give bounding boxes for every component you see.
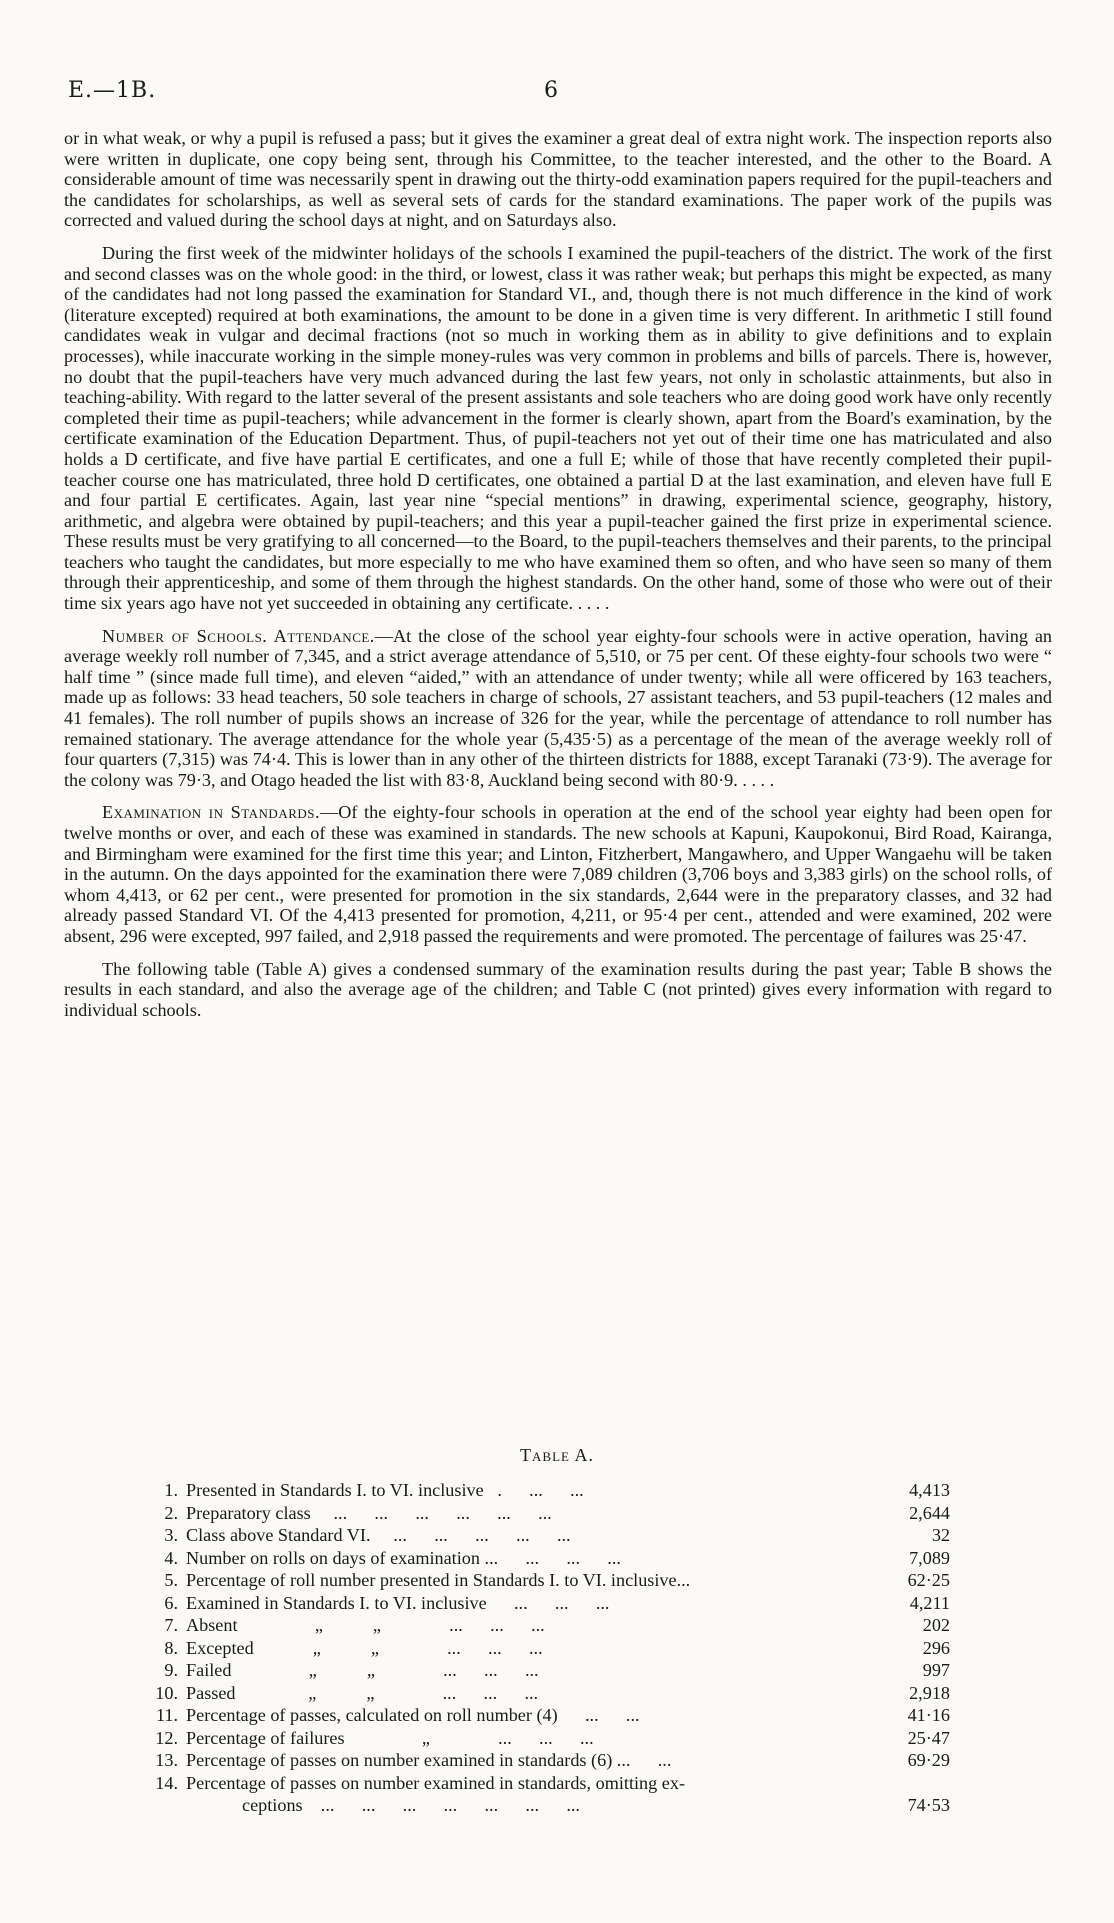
row-number: 2. [164,1502,178,1523]
table-row [130,1749,950,1772]
table-row [130,1592,950,1615]
row-value: 7,089 [909,1547,950,1568]
row-label: Percentage of passes on number examined in standards (6) ... ... [186,1750,672,1770]
table-row [130,1547,950,1570]
table-row [130,1772,950,1795]
row-number: 3. [164,1525,178,1545]
row-value: 32 [931,1525,950,1545]
row-number: 7. [164,1615,178,1635]
table-row [130,1614,950,1637]
row-value: 296 [922,1637,950,1658]
row-number: 13. [155,1750,178,1770]
row-label: Percentage of passes, calculated on roll number (4) ... ... [186,1705,640,1725]
paragraph: During the first week of the midwinter holidays of the schools I examined the pupil-teachers of the district. The work of the first and second classes was on the whole good: in the third, or lowest, class it was rather weak; but perhaps this might be expected, as many of the candidates had not long passed the examination for Standard VI., and, though there is not much difference in the kind of work (literature excepted) required at both examinations, the amount to be done in a given time is very different. In arithmetic I still found candidates weak in vulgar and decimal fractions (not so much in working them as in ability to give definitions and to explain processes), while inaccurate working in the simple money-rules was very common in problems and bills of parcels. There is, however, no doubt that the pupil-teachers have very much advanced during the last few years, not only in scholastic attainments, but also in teaching-ability. With regard to the latter several of the present assistants and sole teachers who are doing good work have only recently completed their time as pupil-teachers; while advancement in the former is clearly shown, apart from the Board's examination, by the certificate examination of the Education Department. Thus, of pupil-teachers not yet out of their time one has matriculated and also holds a D certificate, and five have partial E certificates, and one a full E; while of those that have recently completed their pupil-teacher course one has matriculated, three hold D certificates, one obtained a partial D at the last examination, and eleven have full E and four partial E certificates. Again, last year nine “special mentions” in drawing, experimental science, geography, history, arithmetic, and algebra were obtained by pupil-teachers; and this year a pupil-teacher gained the first prize in experimental science. These results must be very gratifying to all concerned—to the Board, to the pupil-teachers themselves and their parents, to the principal teachers who taught the candidates, but more especially to me who have examined them so often, and who have seen so many of them through their apprenticeship, and some of them through the highest standards. On the other hand, some of those who were out of their time six years ago have not yet succeeded in obtaining any certificate. . . . . [64,242,1052,614]
row-value: 41·16 [907,1705,950,1725]
document-reference: E.—1B. [68,78,157,103]
row-number: 9. [164,1660,178,1680]
row-label: Percentage of failures „ ... ... ... [186,1727,594,1748]
row-number: 10. [155,1682,178,1703]
row-value: 4,211 [909,1592,950,1613]
table-title: Table A. [520,1445,594,1465]
row-label: Percentage of passes on number examined in standards, omitting ex- [186,1772,686,1793]
row-number: 8. [164,1637,178,1658]
row-value: 997 [922,1660,950,1680]
table-row [130,1569,950,1592]
row-label: Absent „ „ ... ... ... [186,1615,545,1635]
paragraph: or in what weak, or why a pupil is refused a pass; but it gives the examiner a great deal of extra night work. The inspection reports also were written in duplicate, one copy being sent, through his Committee, to the teacher interested, and the other to the Board. A considerable amount of time was necessarily spent in drawing out the thirty-odd examination papers required for the pupil-teachers and the candidates for scholarships, as well as several sets of cards for the standard examinations. The paper work of the pupils was corrected and valued during the school days at night, and on Saturdays also. [64,128,1052,231]
table-row [130,1479,950,1502]
row-number: 11. [155,1705,178,1725]
table-row [130,1682,950,1705]
table-row [130,1637,950,1660]
table-row [130,1659,950,1682]
row-label: Failed „ „ ... ... ... [186,1660,539,1680]
paragraph: Examination in Standards.—Of the eighty-four schools in operation at the end of the school year eighty had been open for twelve months or over, and each of these was examined in standards. The new schools at Kapuni, Kaupokonui, Bird Road, Kairanga, and Birmingham were examined for the first time this year; and Linton, Fitzherbert, Mangawhero, and Upper Wangaehu will be taken in the autumn. On the days appointed for the examination there were 7,089 children (3,706 boys and 3,383 girls) on the school rolls, of whom 4,413, or 62 per cent., were presented for promotion in the six standards, 2,644 were in the preparatory classes, and 32 had already passed Standard VI. Of the 4,413 presented for promotion, 4,211, or 95·4 per cent., attended and were examined, 202 were absent, 296 were excepted, 997 failed, and 2,918 passed the requirements and were promoted. The percentage of failures was 25·47. [64,802,1052,946]
row-label: ceptions ... ... ... ... ... ... ... [242,1795,580,1815]
table-row [130,1704,950,1727]
row-number: 6. [164,1592,178,1613]
table-row [130,1502,950,1525]
row-label: Presented in Standards I. to VI. inclusive . ... ... [186,1480,584,1500]
row-value: 2,918 [909,1682,950,1703]
row-number: 5. [164,1570,178,1590]
page-number: 6 [544,78,558,103]
row-number: 12. [155,1727,178,1748]
row-value: 69·29 [907,1750,950,1770]
row-label: Preparatory class ... ... ... ... ... ... [186,1502,552,1523]
section-heading: Number of Schools. Attendance. [102,625,375,646]
row-label: Percentage of roll number presented in Standards I. to VI. inclusive... [186,1570,691,1590]
row-label: Class above Standard VI. ... ... ... ... ... [186,1525,571,1545]
row-label: Excepted „ „ ... ... ... [186,1637,543,1658]
row-value: 62·25 [907,1570,950,1590]
row-value: 25·47 [907,1727,950,1748]
table-a [130,1479,950,1817]
table-row [130,1727,950,1750]
row-value: 2,644 [909,1502,950,1523]
row-value: 202 [922,1615,950,1635]
table-row [130,1524,950,1547]
paragraph: The following table (Table A) gives a condensed summary of the examination results during the past year; Table B shows the results in each standard, and also the average age of the children; and Table C (not printed) gives every information with regard to individual schools. [64,958,1052,1020]
row-value: 74·53 [907,1795,950,1815]
paragraph: Number of Schools. Attendance.—At the close of the school year eighty-four schools were in active operation, having an average weekly roll number of 7,345, and a strict average attendance of 5,510, or 75 per cent. Of these eighty-four schools two were “ half time ” (since made full time), and eleven “aided,” with an attendance of under twenty; while all were officered by 163 teachers, made up as follows: 33 head teachers, 50 sole teachers in charge of schools, 27 assistant teachers, and 53 pupil-teachers (12 males and 41 females). The roll number of pupils shows an increase of 326 for the year, while the percentage of attendance to roll number has remained stationary. The average attendance for the whole year (5,435·5) as a percentage of the mean of the average weekly roll of four quarters (7,315) was 74·4. This is lower than in any other of the thirteen districts for 1888, except Taranaki (73·9). The average for the colony was 79·3, and Otago headed the list with 83·8, Auckland being second with 80·9. . . . . [64,625,1052,790]
table-row [130,1794,950,1817]
row-label: Examined in Standards I. to VI. inclusive ... ... ... [186,1592,610,1613]
body-text [64,128,1052,1032]
row-label: Passed „ „ ... ... ... [186,1682,539,1703]
row-label: Number on rolls on days of examination ... ... ... ... [186,1547,621,1568]
row-value: 4,413 [909,1480,950,1500]
row-number: 1. [164,1480,178,1500]
row-number: 4. [164,1547,178,1568]
section-heading: Examination in Standards. [102,802,321,823]
row-number: 14. [155,1772,178,1793]
